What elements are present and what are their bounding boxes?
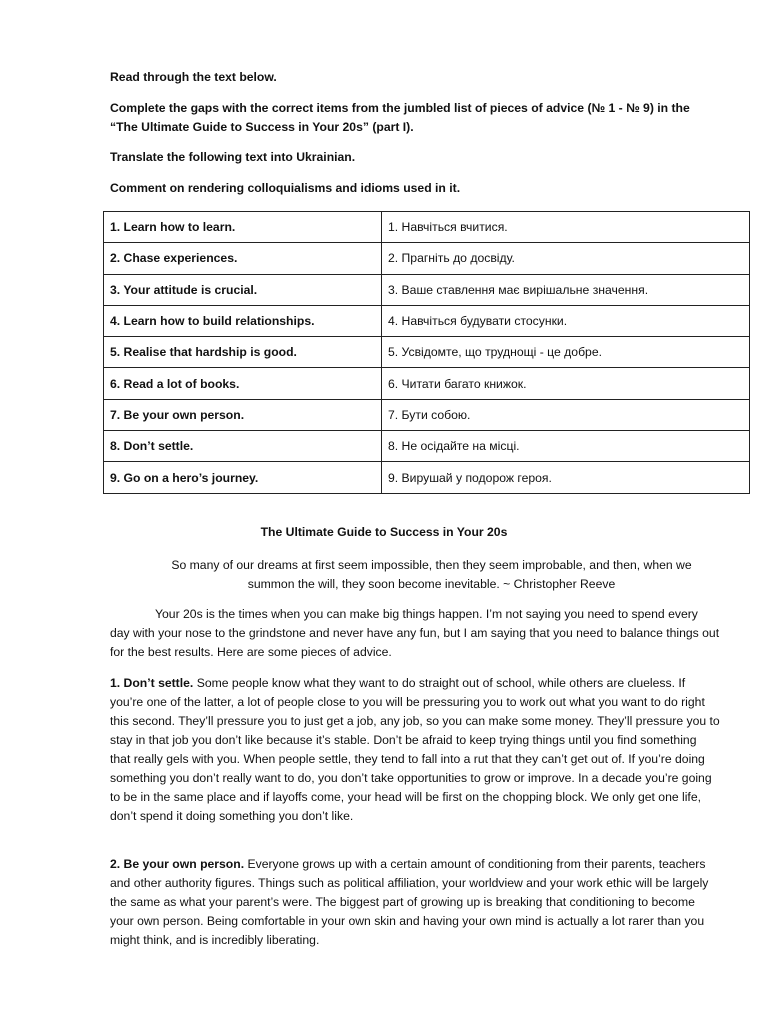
advice-ukrainian: 9. Вирушай у подорож героя. — [382, 462, 750, 493]
advice-ukrainian: 7. Бути собою. — [382, 399, 750, 430]
advice-ukrainian: 1. Навчіться вчитися. — [382, 212, 750, 243]
table-row — [104, 431, 750, 462]
advice-ukrainian: 3. Ваше ставлення має вирішальне значення. — [382, 274, 750, 305]
table-row — [104, 399, 750, 430]
section-text: Some people know what they want to do straight out of school, while others are clueless. If you’re one of the latter, a lot of people close to you will be pressuring you to work out what you want to do right this second. They’ll pressure you to just get a job, any job, so you can make some money. They’ll pressure you to stay in that job you don’t like because it’s stable. Don’t be afraid to keep trying things until you find something that really gels with you. When people settle, they tend to fall into a rut that they can’t get out of. If you’re doing something you don’t really want to do, you don’t take opportunities to grow or improve. In a decade you’re going to be in the same place and if layoffs come, your head will be first on the chopping block. We only get one life, don’t spend it doing something you don’t like. — [110, 676, 720, 823]
section-paragraph — [110, 855, 720, 950]
advice-table — [103, 211, 750, 494]
table-row — [104, 368, 750, 399]
table-row — [104, 337, 750, 368]
advice-english: 5. Realise that hardship is good. — [104, 337, 382, 368]
table-row — [104, 462, 750, 493]
advice-english: 6. Read a lot of books. — [104, 368, 382, 399]
advice-english: 4. Learn how to build relationships. — [104, 305, 382, 336]
table-row — [104, 243, 750, 274]
section-text: Everyone grows up with a certain amount of conditioning from their parents, teachers and other authority figures. Things such as political affiliation, your worldview and your work ethic will be largely the same as what your parent’s were. The biggest part of growing up is breaking that conditioning to become your own person. Being comfortable in your own skin and having your own mind is actually a lot rarer than you might think, and is incredibly liberating. — [110, 857, 709, 947]
advice-ukrainian: 8. Не осідайте на місці. — [382, 431, 750, 462]
epigraph-quote: So many of our dreams at first seem impossible, then they seem improbable, and then, when we summon the will, they soon become inevitable. ~ Christopher Reeve — [171, 558, 692, 591]
instruction-translate: Translate the following text into Ukrainian. — [110, 150, 356, 164]
advice-ukrainian: 2. Прагніть до досвіду. — [382, 243, 750, 274]
table-row — [104, 305, 750, 336]
advice-ukrainian: 6. Читати багато книжок. — [382, 368, 750, 399]
advice-english: 1. Learn how to learn. — [104, 212, 382, 243]
advice-english: 8. Don’t settle. — [104, 431, 382, 462]
table-row — [104, 274, 750, 305]
instruction-comment: Comment on rendering colloquialisms and idioms used in it. — [110, 181, 461, 195]
section-heading: 2. Be your own person. — [110, 857, 245, 871]
advice-ukrainian: 5. Усвідомте, що труднощі - це добре. — [382, 337, 750, 368]
advice-english: 7. Be your own person. — [104, 399, 382, 430]
advice-english: 9. Go on a hero’s journey. — [104, 462, 382, 493]
advice-english: 2. Chase experiences. — [104, 243, 382, 274]
advice-ukrainian: 4. Навчіться будувати стосунки. — [382, 305, 750, 336]
advice-english: 3. Your attitude is crucial. — [104, 274, 382, 305]
table-row — [104, 212, 750, 243]
section-heading: 1. Don’t settle. — [110, 676, 194, 690]
instruction-read: Read through the text below. — [110, 70, 277, 84]
intro-paragraph: Your 20s is the times when you can make big things happen. I’m not saying you need to spend every day with your nose to the grindstone and never have any fun, but I am saying that you need to balance things out for the best results. Here are some pieces of advice. — [110, 607, 720, 659]
section-paragraph — [110, 674, 720, 826]
instruction-complete-gaps: Complete the gaps with the correct items from the jumbled list of pieces of advice (№ 1 - № 9) in the “The Ultimate Guide to Success in Your 20s” (part I). — [110, 101, 690, 134]
article-title: The Ultimate Guide to Success in Your 20s — [260, 525, 508, 539]
